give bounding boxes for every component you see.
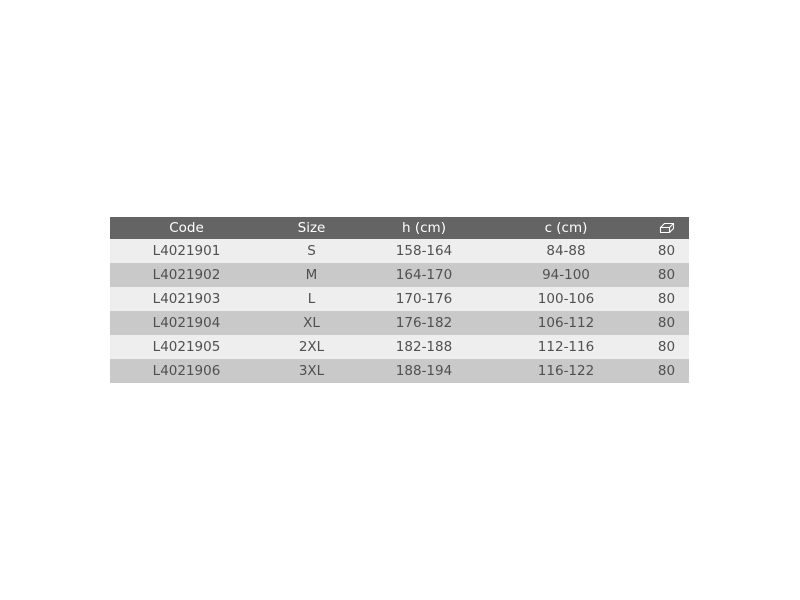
header-row: [110, 217, 689, 239]
cell-code: L4021902: [152, 267, 221, 283]
cell-height: 182-188: [395, 339, 453, 355]
cell-code: L4021906: [152, 363, 221, 379]
table-row: [110, 263, 689, 287]
cell-size: M: [305, 267, 318, 283]
cell-qty: 80: [657, 363, 676, 379]
cell-qty: 80: [657, 291, 676, 307]
cell-height: 188-194: [395, 363, 453, 379]
table-row: [110, 335, 689, 359]
cell-code: L4021903: [152, 291, 221, 307]
cell-size: XL: [303, 315, 320, 331]
cell-code: L4021905: [152, 339, 221, 355]
cell-chest: 112-116: [537, 339, 595, 355]
cell-code: L4021904: [152, 315, 221, 331]
size-table: [110, 217, 689, 383]
table-header: [110, 217, 689, 239]
cell-size: 2XL: [298, 339, 325, 355]
header-size: Size: [297, 220, 326, 236]
cell-chest: 106-112: [537, 315, 595, 331]
cell-chest: 116-122: [537, 363, 595, 379]
cell-size: L: [307, 291, 316, 307]
cell-height: 176-182: [395, 315, 453, 331]
cell-size: S: [307, 243, 316, 259]
cell-height: 170-176: [395, 291, 453, 307]
cell-code: L4021901: [152, 243, 221, 259]
table-row: [110, 287, 689, 311]
header-code: Code: [169, 220, 204, 236]
header-chest: c (cm): [544, 220, 588, 236]
table-row: [110, 239, 689, 263]
header-height: h (cm): [402, 220, 446, 236]
cell-chest: 84-88: [546, 243, 586, 259]
cell-chest: 94-100: [542, 267, 590, 283]
cell-chest: 100-106: [537, 291, 595, 307]
table-body: [110, 239, 689, 383]
cell-qty: 80: [657, 267, 676, 283]
table-row: [110, 311, 689, 335]
package-icon: [659, 222, 675, 234]
cell-qty: 80: [657, 243, 676, 259]
cell-height: 164-170: [395, 267, 453, 283]
cell-qty: 80: [657, 339, 676, 355]
header-pack: [644, 217, 689, 239]
cell-size: 3XL: [298, 363, 325, 379]
cell-qty: 80: [657, 315, 676, 331]
table-row: [110, 359, 689, 383]
cell-height: 158-164: [395, 243, 453, 259]
